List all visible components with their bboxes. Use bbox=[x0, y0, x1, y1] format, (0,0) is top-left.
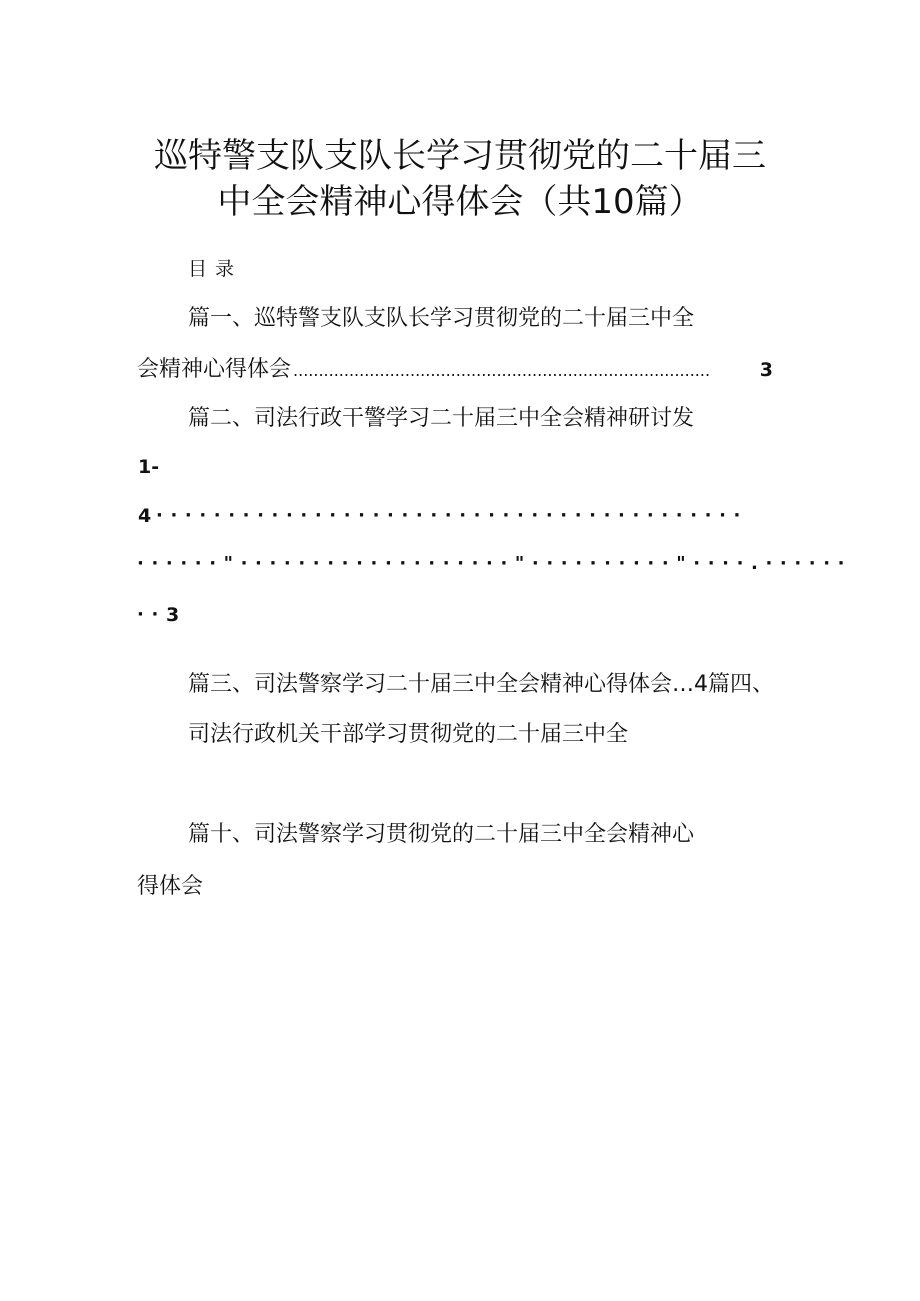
toc-entry-1-page-number: 3 bbox=[759, 359, 773, 381]
toc-entry-2-dots-row-1: ········································· bbox=[156, 505, 748, 526]
toc-entry-10-line-1: 篇十、司法警察学习贯彻党的二十届三中全会精神心 bbox=[188, 822, 695, 847]
toc-entry-3-line-1: 篇三、司法警察学习二十届三中全会精神心得体会…4篇四、 bbox=[188, 672, 774, 697]
toc-label: 目录 bbox=[188, 258, 243, 280]
toc-entry-2-fragment-2: 4 bbox=[138, 505, 152, 527]
toc-entry-2-line-1: 篇二、司法行政干警学习二十届三中全会精神研讨发 bbox=[188, 406, 695, 431]
toc-entry-2-fragment-1: 1- bbox=[138, 456, 160, 478]
toc-entry-2-dots-row-2: ······"···················"··········"····.······ bbox=[137, 553, 853, 574]
toc-entry-1-line-2: 会精神心得体会 bbox=[137, 357, 292, 382]
document-title-line-2: 中全会精神心得体会（共10篇） bbox=[217, 182, 703, 222]
toc-entry-2-dots-row-3: ·· bbox=[137, 604, 166, 625]
document-title-line-1: 巡特警支队支队长学习贯彻党的二十届三 bbox=[154, 136, 766, 176]
toc-entry-1-leader-dots: .................................................................................. bbox=[293, 361, 711, 380]
toc-entry-2-page-number: 3 bbox=[166, 604, 180, 626]
toc-entry-1-line-2-row bbox=[137, 352, 773, 383]
toc-entry-1-line-1: 篇一、巡特警支队支队长学习贯彻党的二十届三中全 bbox=[188, 306, 695, 331]
toc-entry-3-line-2: 司法行政机关干部学习贯彻党的二十届三中全 bbox=[188, 722, 629, 747]
toc-entry-10-line-2: 得体会 bbox=[137, 874, 204, 899]
